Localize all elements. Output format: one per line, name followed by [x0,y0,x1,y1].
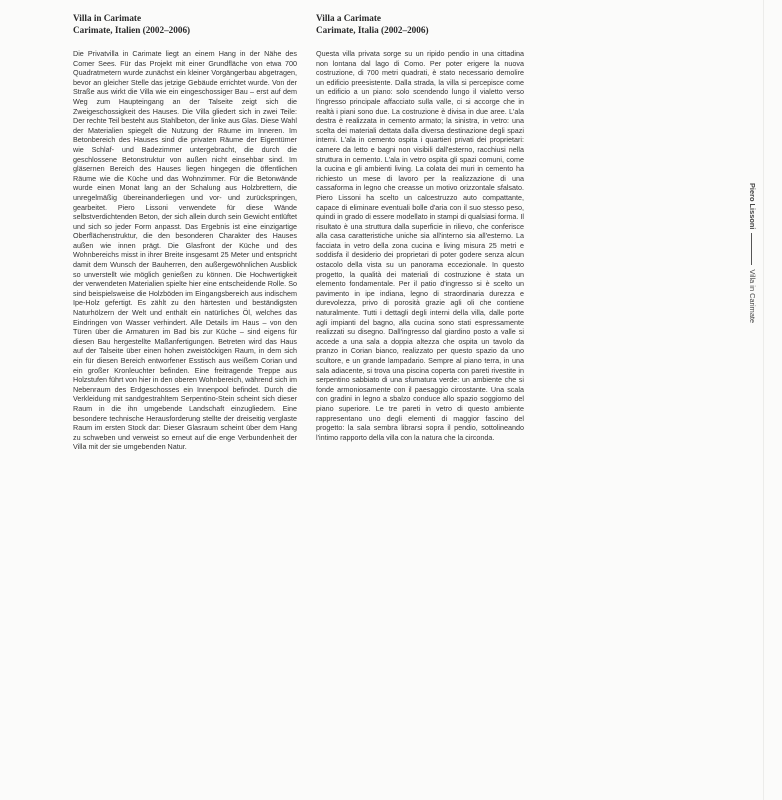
italian-column [316,12,524,442]
german-body-paragraph: Die Privatvilla in Carimate liegt an einem Hang in der Nähe des Comer Sees. Für das Projekt mit einer Grundfläche von etwa 700 Quadratmetern wurde zunächst ein kleiner Vorgängerbau abgetragen, bevor an gleicher Stelle das jetzige Gebäude errichtet wurde. Von der Straße aus wirkt die Villa wie ein eingeschossiger Bau – erst auf dem Weg zum Haupteingang an der Talseite zeigt sich die Zweigeschossigkeit des Hauses. Die Villa gliedert sich in zwei Teile: Der rechte Teil besteht aus Stahlbeton, der linke aus Glas. Diese Wahl der Materialien spiegelt die Nutzung der Räume im Inneren. Im Betonbereich des Hauses sind die privaten Räume der Eigentümer wie Schlaf- und Badezimmer untergebracht, die durch die geschlossene Betonstruktur von außen nicht einsehbar sind. Im gläsernen Bereich des Hauses liegen hingegen die öffentlichen Räume wie die Küche und das Wohnzimmer. Für die Betonwände wurde einen Monat lang an der Schalung aus Holzbrettern, die unregelmäßig übereinanderliegen und vor- und zurückspringen, gearbeitet. Piero Lissoni verwendete für diese Wände selbstverdichtenden Beton, der sich allein durch sein Gewicht entlüftet und sich so jeder Form anpasst. Das Ergebnis ist eine einzigartige Oberflächenstruktur, die den besonderen Charakter des Hauses außen wie innen prägt. Die Glasfront der Küche und des Wohnbereichs misst in ihrer Breite insgesamt 25 Meter und entspricht damit dem Wunsch der Bauherren, den außergewöhnlichen Ausblick so unverstellt wie möglich genießen zu können. Die Hochwertigkeit der verwendeten Materialien spielte hier eine entscheidende Rolle. So sind beispielsweise die Holzböden im Eingangsbereich aus indischem Ipe-Holz gefertigt. Es zählt zu den härtesten und beständigsten Naturhölzern der Welt und enthält ein natürliches Öl, welches das Eindringen von Wasser verhindert. Alle Details im Haus – von den Türen über die Armaturen im Bad bis zur Küche – sind eigens für diesen Bau hergestellte Maßanfertigungen. Betreten wird das Haus auf der Talseite über einen hohen zweistöckigen Raum, in dem sich ein für diesen Bereich entworfener Esstisch aus weißem Corian und ein großer Kronleuchter befinden. Eine freitragende Treppe aus Holzstufen führt von hier in den oberen Wohnbereich, während sich im Nebenraum des Erdgeschosses ein Innenpool befindet. Durch die Verkleidung mit sandgestrahltem Serpentino-Stein scheint sich dieser Raum in die ihn umgebende Landschaft einzugliedern. Eine besondere technische Herausforderung stellte der dreiseitig verglaste Raum im ersten Stock dar: Dieser Glasraum scheint über dem Hang zu schweben und verweist so erneut auf die enge Verbundenheit der Villa mit der sie umgebenden Natur. [73,49,298,452]
page-edge [763,0,764,800]
german-column [73,12,297,452]
italian-body [316,49,524,442]
german-body [73,49,297,452]
german-subtitle: Carimate, Italien (2002–2006) [73,25,191,35]
german-title: Villa in Carimate [73,13,142,23]
running-header [748,183,757,323]
italian-subtitle: Carimate, Italia (2002–2006) [316,25,429,35]
italian-body-paragraph: Questa villa privata sorge su un ripido pendio in una cittadina non lontana dal lago di Como. Per poter erigere la nuova costruzione, di 700 metri quadrati, è stato necessario demolire un edificio preesistente. Dalla strada, la villa si percepisce come un edificio a un piano: solo scendendo lungo il vialetto verso l'ingresso principale affacciato sulla valle, ci si accorge che in realtà i piani sono due. La costruzione è divisa in due aree. L'ala destra è realizzata in cemento armato; la sinistra, in vetro: una scelta dei materiali dettata dalla diversa destinazione degli spazi interni. L'ala in cemento ospita i quartieri privati dei proprietari: camere da letto e bagni non visibili dall'esterno, racchiusi nella struttura in cemento. L'ala in vetro ospita gli spazi comuni, come la cucina e gli ambienti living. La colata dei muri in cemento ha richiesto un mese di lavoro per la realizzazione di una cassaforma in legno che creasse un motivo orizzontale sfalsato. Piero Lissoni ha scelto un calcestruzzo auto compattante, capace di eliminare eventuali bolle d'aria con il suo stesso peso, quindi in grado di essere modellato in stampi di qualsiasi forma. Il risultato è una struttura dalla superficie in rilievo, che conferisce alla casa caratteristiche uniche sia all'interno sia all'esterno. La facciata in vetro della zona cucina e living misura 25 metri e soddisfa il desiderio dei proprietari di poter godere senza alcun ostacolo della vista su un panorama eccezionale. In questo progetto, la qualità dei materiali di costruzione è stata un elemento fondamentale. Per il patio d'ingresso si è scelto un pavimento in ipe indiana, legno di straordinaria durezza e durevolezza, privo di porosità grazie agli oli che contiene naturalmente. Tutti i dettagli degli interni della villa, dalle porte agli impianti del bagno, alla cucina sono stati espressamente realizzati su disegno. Dall'ingresso dal giardino posto a valle si accede a una sala a doppia altezza che ospita un tavolo da pranzo in Corian bianco, realizzato per questo spazio da uno scultore, e un grande lampadario. Sempre al piano terra, in una sala adiacente, si trova una piscina coperta con pareti rivestite in serpentino sabbiato di una sfumatura verde: un ambiente che si fonde armoniosamente con il paesaggio circostante. Una scala con gradini in legno a sbalzo conduce allo spazio soggiorno del piano superiore. Le tre pareti in vetro di questo ambiente rappresentano uno degli elementi di maggior fascino del progetto: la sala sembra librarsi sopra il pendio, sottolineando l'intimo rapporto della villa con la natura che la circonda. [316,49,524,442]
running-header-author: Piero Lissoni [748,183,757,230]
running-header-rule [751,233,752,265]
running-header-project: Villa in Carimate [748,269,757,324]
italian-title: Villa a Carimate [316,13,381,23]
